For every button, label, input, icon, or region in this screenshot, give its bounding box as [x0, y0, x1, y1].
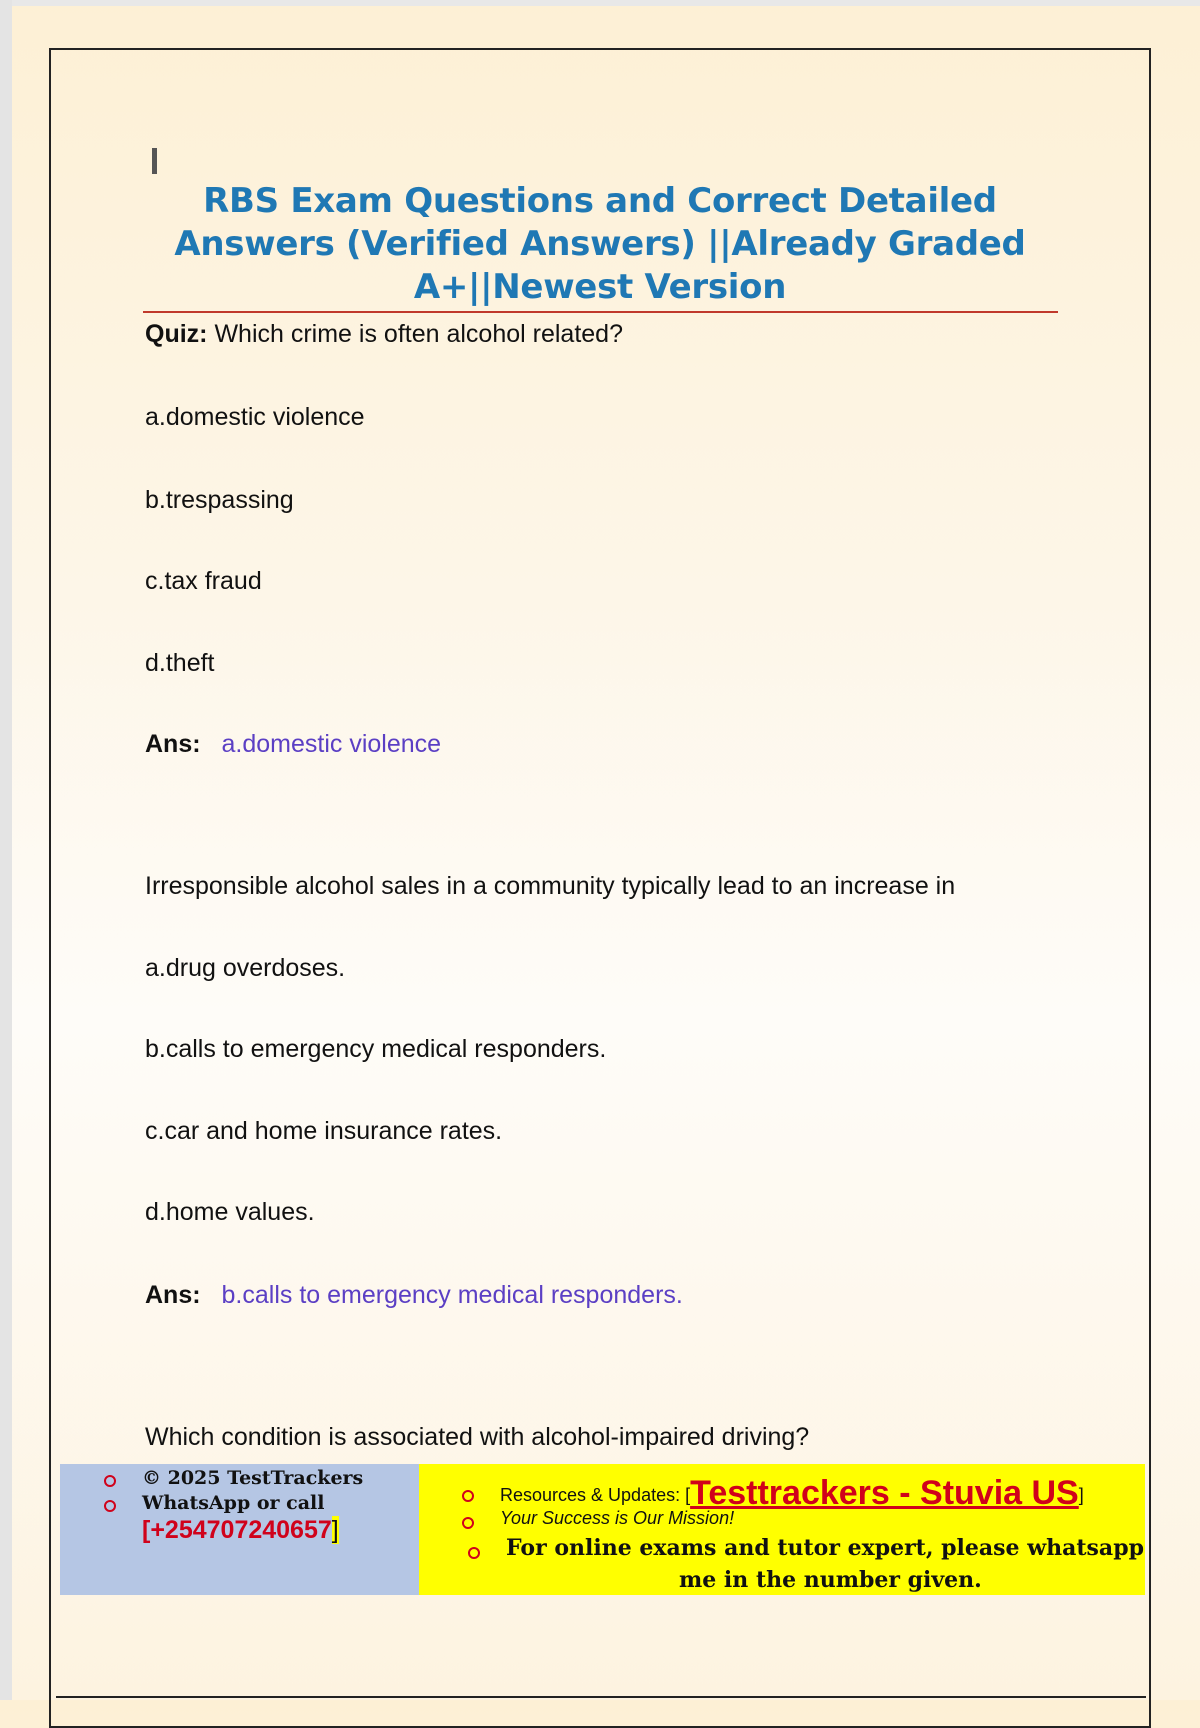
phone-bracket-close: ]: [331, 1516, 339, 1544]
page-bottom-rule: [56, 1696, 1146, 1698]
q2-question: Irresponsible alcohol sales in a community typically lead to an increase in: [145, 872, 956, 900]
q2-option-a: a.drug overdoses.: [145, 954, 346, 982]
phone-number: +254707240657: [150, 1516, 332, 1544]
bullet-icon: [462, 1490, 474, 1502]
viewer-left-edge: [0, 0, 12, 1700]
q2-option-c: c.car and home insurance rates.: [145, 1117, 503, 1145]
document-title: RBS Exam Questions and Correct Detailed Answers (Verified Answers) ||Already Graded A+||Newest Version: [174, 181, 1026, 307]
footer-mission: Your Success is Our Mission!: [500, 1508, 735, 1528]
q1-option-d: d.theft: [145, 649, 215, 677]
phone-bracket-open: [: [142, 1516, 151, 1544]
q2-option-d: d.home values.: [145, 1198, 315, 1226]
q1-ans-label: Ans:: [145, 730, 201, 758]
viewer-top-edge: [0, 0, 1200, 6]
quiz-label: Quiz:: [145, 320, 208, 348]
footer-promo-box: [419, 1464, 1145, 1595]
bullet-icon: [104, 1500, 116, 1512]
bullet-icon: [468, 1547, 480, 1559]
title-underline: [143, 311, 1058, 313]
q1-option-c: c.tax fraud: [145, 567, 262, 595]
footer-online-line2: me in the number given.: [679, 1567, 982, 1593]
footer-phone[interactable]: [142, 1516, 339, 1545]
q1-option-a: a.domestic violence: [145, 403, 365, 431]
q1-answer: a.domestic violence: [221, 730, 442, 758]
q2-ans-label: Ans:: [145, 1281, 201, 1309]
text-cursor-mark: [152, 148, 157, 174]
q1-question-line: [145, 320, 623, 349]
q2-option-b: b.calls to emergency medical responders.: [145, 1035, 607, 1063]
footer-copyright: © 2025 TestTrackers: [142, 1467, 364, 1489]
q2-answer-line: [145, 1281, 683, 1310]
brand-link[interactable]: Testtrackers - Stuvia US: [690, 1474, 1079, 1512]
bullet-icon: [104, 1475, 116, 1487]
q1-question: Which crime is often alcohol related?: [214, 320, 623, 348]
q1-option-b: b.trespassing: [145, 486, 294, 514]
q3-question: Which condition is associated with alcohol-impaired driving?: [145, 1423, 810, 1451]
footer-whatsapp-label: WhatsApp or call: [142, 1492, 325, 1514]
q1-answer-line: [145, 730, 441, 759]
footer-online-line1: For online exams and tutor expert, please whatsapp: [506, 1535, 1144, 1561]
resources-label: Resources & Updates: [: [500, 1485, 691, 1505]
bullet-icon: [462, 1517, 474, 1529]
resources-bracket-close: ]: [1078, 1485, 1084, 1505]
q2-answer: b.calls to emergency medical responders.: [221, 1281, 683, 1309]
footer-contact-box: [60, 1464, 419, 1595]
